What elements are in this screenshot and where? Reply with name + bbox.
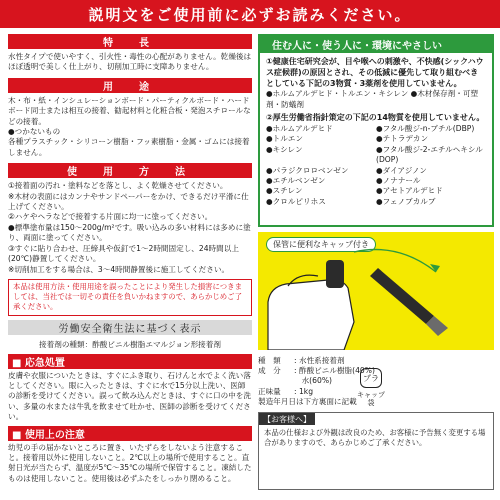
howto-line: ②ハケやヘラなどで接着する片面に均一に塗ってください。 xyxy=(8,212,213,222)
substance-item: ●キシレン xyxy=(266,144,303,154)
warning-banner: 説明文をご使用前に必ずお読みください。 xyxy=(0,0,500,28)
first-aid-heading: ■ 応急処置 xyxy=(8,354,252,369)
recycle-mark-icon: プラ xyxy=(360,368,382,388)
customer-text: 本品の仕様および外観は改良のため、お客様に予告無く変更する場合がありますので、あらかじめご了承ください。 xyxy=(264,428,486,447)
howto-heading: 使 用 方 法 xyxy=(8,163,252,178)
environment-box xyxy=(258,34,494,227)
uses-text: 木・布・紙・インシュレーションボード・パーティクルボード・ハードボード同士または相互の接着、勧起材料と化粧合板・発泡スチロールなどの接着。 xyxy=(8,95,251,126)
environment-heading: 住む人に・使う人に・環境にやさしい xyxy=(260,36,492,53)
features-text: 水性タイプで使いやすく、引火性・毒性の心配がありません。乾燥後はほぼ透明で美しく仕上がり、切削加工時に支障ありません。 xyxy=(8,52,252,72)
uses-ng-text: 各種プラスチック・シリコーン樹脂・フッ素樹脂・金属・ゴムには接着しません。 xyxy=(8,137,250,157)
caution-heading: ■ 使用上の注意 xyxy=(8,426,252,441)
hand-shape xyxy=(268,280,354,350)
spec-row: 製造年月日は下方裏面に記載 xyxy=(258,396,357,406)
caution-text: 幼児の手の届かないところに置き、いたずらをしないよう注意すること。接着用以外に使用しないこと。2℃以上の場所で使用すること。直射日光が当たらず、温度が5℃〜35℃の場所で保管すること。凍結したものは使用しないこと。使用後は必ずふたをしっかり閉めること。 xyxy=(8,442,252,483)
arrow-line xyxy=(354,250,436,273)
first-aid-text: 皮膚や衣服についたときは、すぐにふき取り、石けんと水でよく洗い落としてください。眼に入ったときは、すぐに水で15分以上洗い、医師の診断を受けてください。誤って飲み込んだときは、すぐに口の中を洗い、多量の水または牛乳を飲ませて吐かせ、医師の診断を受けてください。 xyxy=(8,370,251,422)
env-item1-title: ①健康住宅研究会が、目や喉への刺激や、不快感(シックハウス症候群)の原因とされ、その低減に優先して取り組むべきとしている下記の3物質・3薬剤を使用していません。 xyxy=(266,57,484,88)
substance-list xyxy=(266,124,486,207)
left-column xyxy=(8,34,252,484)
substance-item: ●フェノブカルブ xyxy=(376,196,436,206)
substance-item: ●ノナナール xyxy=(376,176,421,186)
right-column xyxy=(258,34,494,227)
substance-item: ●パラジクロロベンゼン xyxy=(266,165,349,175)
spec-row: 種 類 : 水性系接着剤 xyxy=(258,356,345,365)
substance-item: ●ダイアジノン xyxy=(376,165,427,175)
env-item2-title: ②厚生労働省指針策定の下記の14物質を使用していません。 xyxy=(266,113,485,123)
substance-item: ●フタル酸ジ-n-ブチル(DBP) xyxy=(376,124,475,133)
spec-row: 正味量 : 1kg xyxy=(258,386,314,396)
substance-item: ●クロルピリホス xyxy=(266,196,326,206)
hand-with-bottle-illustration xyxy=(258,232,494,350)
adhesive-type-label: 接着剤の種類：酢酸ビニル樹脂エマルジョン形接着剤 xyxy=(39,339,221,349)
spec-row: 成 分 : 酢酸ビニル樹脂(40%) xyxy=(258,366,375,376)
uses-heading: 用 途 xyxy=(8,78,252,93)
customer-notice xyxy=(258,412,494,490)
env-item1-list: ●ホルムアルデヒド・トルエン・キシレン ●木材保存剤・可塑剤・防蟻剤 xyxy=(266,89,479,109)
substance-item: ●テトラデカン xyxy=(376,134,429,144)
substance-item: ●フタル酸ジ-2-エチルヘキシル(DOP) xyxy=(376,144,483,165)
uses-ng-label: ●つかないもの xyxy=(8,127,61,137)
brush-handle xyxy=(370,268,434,324)
howto-line: ①接着面の汚れ・塗料などを落とし、よく乾燥させてください。 xyxy=(8,181,228,191)
substance-item: ●スチレン xyxy=(266,186,303,196)
recycle-label: キャップ 袋 xyxy=(357,391,385,407)
features-heading: 特 長 xyxy=(8,34,252,49)
substance-item: ●トルエン xyxy=(266,134,304,144)
spec-row: 水(60%) xyxy=(294,376,332,386)
substance-item: ●エチルベンゼン xyxy=(266,176,326,186)
law-heading: 労働安全衛生法に基づく表示 xyxy=(8,320,252,335)
howto-line: ●標準塗布量は150〜200g/m²です。吸い込みの多い材料には多めに塗り、両面に塗ってください。 xyxy=(8,222,251,243)
customer-heading: 【お客様へ】 xyxy=(259,413,315,425)
howto-line: ③すぐに貼り合わせ、圧締具や仮釘で1〜2時間固定し、24時間以上(20℃)静置してください。 xyxy=(8,243,239,264)
bottle-cap xyxy=(326,260,344,288)
substance-item: ●アセトアルデヒド xyxy=(376,186,443,196)
cap-badge: 保管に便利なキャップ付き xyxy=(266,237,376,252)
howto-line: ※切削加工をする場合は、3〜4時間静置後に施工してください。 xyxy=(8,264,230,274)
howto-line: ※木材の表面にはカンナやサンドペーパーをかけ、できるだけ平滑に仕上げてください。 xyxy=(8,191,249,212)
substance-item: ●ホルムアルデヒド xyxy=(266,124,333,133)
liability-notice: 本品は使用方法・使用用途を誤ったことにより発生した損害につきましては、当社では一切その責任を負いかねますので、あらかじめご了承ください。 xyxy=(8,279,252,316)
cap-illustration xyxy=(258,232,494,350)
